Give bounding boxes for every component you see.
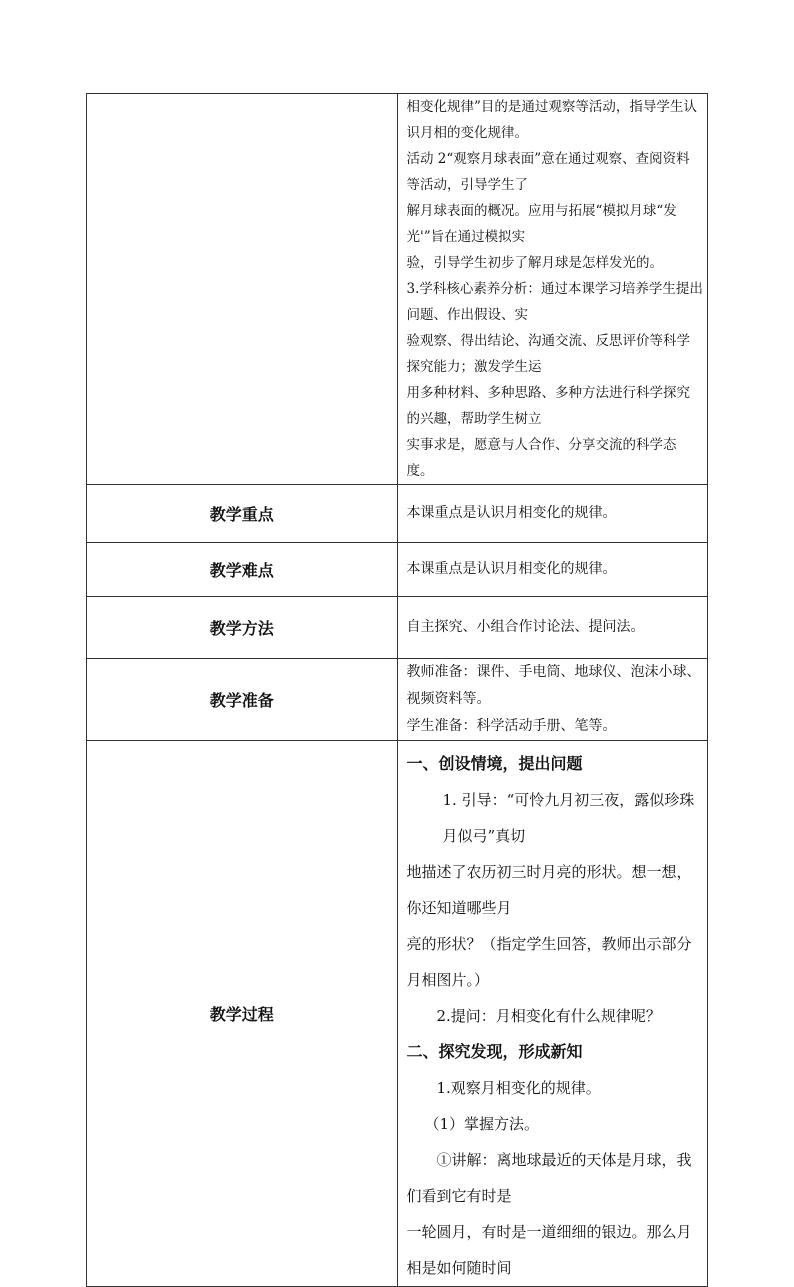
intro-line: 验观察、得出结论、沟通交流、反思评价等科学探究能力；激发学生运 [406, 333, 690, 375]
intro-line: 解月球表面的概况。应用与拓展“模拟月球“发光'”旨在通过模拟实 [406, 203, 677, 245]
section2-title: 二、探究发现，形成新知 [406, 1042, 583, 1061]
item1-line3: 亮的形状？（指定学生回答，教师出示部分月相图片。） [406, 935, 692, 989]
explain-line1: ①讲解：离地球最近的天体是月球，我们看到它有时是 [406, 1151, 692, 1205]
sub1-a: （1）掌握方法。 [424, 1115, 540, 1133]
teacher-preparation: 教师准备：课件、手电筒、地球仪、泡沫小球、视频资料等。 [406, 664, 701, 707]
row-intro [87, 94, 708, 485]
intro-line: 活动 2“观察月球表面”意在通过观察、查阅资料等活动，引导学生了 [406, 151, 690, 193]
row-process [87, 741, 708, 1287]
sub1: 1.观察月相变化的规律。 [436, 1079, 601, 1097]
method-content [397, 597, 708, 659]
row-intro-content [397, 94, 708, 485]
intro-line: 用多种材料、多种思路、多种方法进行科学探究的兴趣，帮助学生树立 [406, 385, 690, 427]
student-preparation: 学生准备：科学活动手册、笔等。 [406, 718, 617, 734]
process-content [397, 741, 708, 1287]
row-intro-label-cell [87, 94, 398, 485]
row-method [87, 597, 708, 659]
item1-line1: 1. 引导：“可怜九月初三夜，露似珍珠月似弓”真切 [442, 791, 695, 845]
key-point-content [397, 485, 708, 543]
intro-line: 实事求是，愿意与人合作、分享交流的科学态度。 [406, 437, 677, 479]
difficult-point-text: 本课重点是认识月相变化的规律。 [406, 561, 617, 577]
lesson-plan-table [86, 93, 708, 1287]
preparation-content [397, 659, 708, 741]
difficult-point-label: 教学难点 [87, 543, 398, 597]
section1-title: 一、创设情境，提出问题 [406, 754, 583, 773]
intro-line: 验，引导学生初步了解月球是怎样发光的。 [406, 255, 663, 271]
item1-line2: 地描述了农历初三时月亮的形状。想一想，你还知道哪些月 [406, 863, 692, 917]
difficult-point-content [397, 543, 708, 597]
item2: 2.提问：月相变化有什么规律呢？ [436, 1007, 661, 1025]
key-point-label: 教学重点 [87, 485, 398, 543]
key-point-text: 本课重点是认识月相变化的规律。 [406, 505, 617, 521]
method-label: 教学方法 [87, 597, 398, 659]
row-key-point [87, 485, 708, 543]
row-difficult-point [87, 543, 708, 597]
method-text: 自主探究、小组合作讨论法、提问法。 [406, 619, 645, 635]
explain-line2: 一轮圆月，有时是一道细细的银边。那么月相是如何随时间 [406, 1223, 692, 1277]
row-preparation [87, 659, 708, 741]
preparation-label: 教学准备 [87, 659, 398, 741]
intro-line: 相变化规律”目的是通过观察等活动，指导学生认识月相的变化规律。 [406, 99, 697, 141]
intro-line: 3.学科核心素养分析：通过本课学习培养学生提出问题、作出假设、实 [406, 281, 703, 323]
process-label: 教学过程 [87, 741, 398, 1287]
